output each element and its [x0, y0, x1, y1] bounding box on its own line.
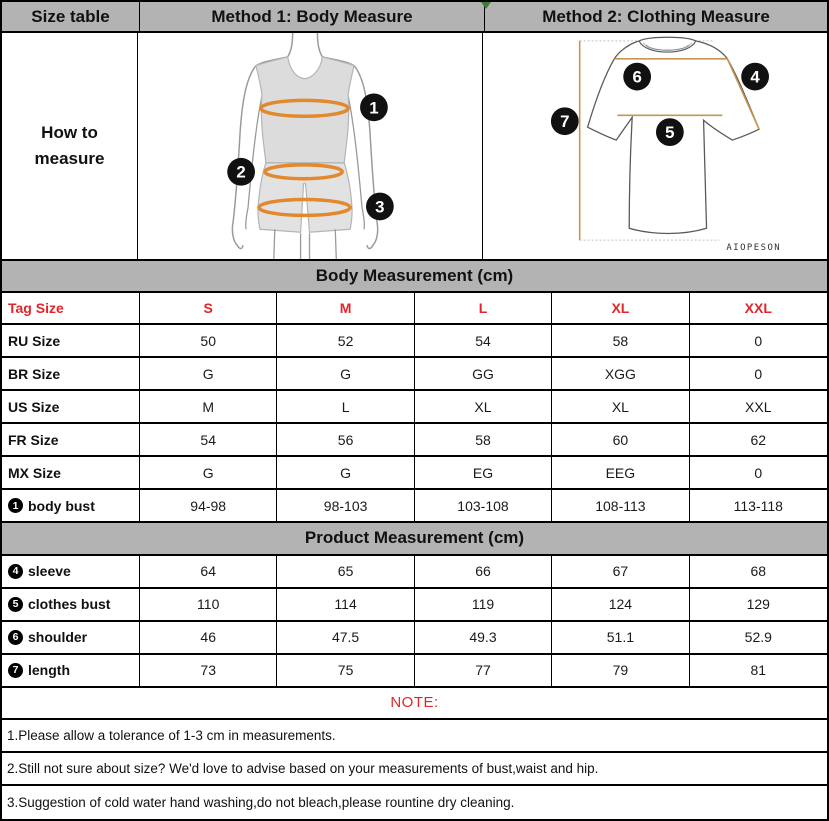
badge-3-icon [366, 193, 394, 221]
value-cell: 77 [415, 655, 552, 686]
badge-2-icon [227, 158, 255, 186]
value-cell: 113-118 [733, 497, 783, 514]
note-item-1: 1.Please allow a tolerance of 1-3 cm in measurements. [2, 720, 827, 753]
value-cell: 124 [552, 589, 689, 620]
row-label-text: length [28, 662, 70, 679]
value-cell: EEG [552, 457, 689, 488]
value-cell: G [140, 457, 277, 488]
value-cell: 110 [140, 589, 277, 620]
value-cell: G [277, 457, 414, 488]
tag-size-l: L [415, 293, 552, 324]
value-cell: 50 [140, 325, 277, 356]
row-label-text: BR Size [8, 365, 61, 382]
svg-text:2: 2 [236, 162, 246, 182]
row-label [2, 655, 140, 686]
tag-size-s: S [140, 293, 277, 324]
value-cell: 47.5 [277, 622, 414, 653]
value-cell: 56 [277, 424, 414, 455]
svg-text:3: 3 [375, 197, 385, 217]
value-cell: M [140, 391, 277, 422]
table-row-ru-size [2, 325, 827, 358]
value-cell: XXL [745, 398, 772, 415]
row-label [2, 490, 140, 521]
value-cell: 66 [415, 556, 552, 587]
cell-comment-marker-icon [481, 2, 491, 9]
value-cell: 0 [754, 332, 763, 349]
brand-label: AIOPESON [726, 243, 782, 254]
svg-text:6: 6 [632, 67, 642, 87]
value-cell: 46 [140, 622, 277, 653]
row-label-text: FR Size [8, 431, 59, 448]
value-cell: 60 [552, 424, 689, 455]
row-label-text: clothes bust [28, 596, 111, 613]
row-label-text: MX Size [8, 464, 61, 481]
row-label [2, 424, 140, 455]
table-row-mx-size [2, 457, 827, 490]
value-cell: L [277, 391, 414, 422]
note-rows [2, 720, 827, 819]
header-method1: Method 1: Body Measure [140, 2, 485, 31]
note-item-2: 2.Still not sure about size? We'd love to advise based on your measurements of bust,waist and hip. [2, 753, 827, 786]
top-header-row [2, 2, 827, 33]
value-cell: 98-103 [277, 490, 414, 521]
row-label [2, 622, 140, 653]
value-cell: 0 [754, 365, 763, 382]
row-label [2, 358, 140, 389]
body-measurement-rows [2, 325, 827, 523]
table-row-length [2, 655, 827, 688]
value-cell: 79 [552, 655, 689, 686]
value-cell: 58 [415, 424, 552, 455]
value-cell: GG [415, 358, 552, 389]
clothing-measure-illustration [483, 33, 827, 259]
tshirt-drawing [483, 33, 827, 259]
how-to-measure-label: How to measure [2, 33, 138, 259]
badge-6-icon: 6 [8, 630, 23, 645]
badge-5-icon: 5 [8, 597, 23, 612]
value-cell: 58 [552, 325, 689, 356]
value-cell: G [277, 358, 414, 389]
table-row-clothes-bust [2, 589, 827, 622]
value-cell: 54 [140, 424, 277, 455]
table-row-fr-size [2, 424, 827, 457]
value-cell: 119 [415, 589, 552, 620]
badge-4-icon: 4 [8, 564, 23, 579]
note-title: NOTE: [2, 688, 827, 721]
value-cell: 62 [750, 431, 767, 448]
badge-7-icon: 7 [8, 663, 23, 678]
svg-text:7: 7 [560, 112, 570, 132]
row-label [2, 325, 140, 356]
value-cell: 52 [277, 325, 414, 356]
tag-size-xxl: XXL [744, 299, 772, 316]
value-cell: 67 [552, 556, 689, 587]
row-label-text: sleeve [28, 563, 71, 580]
table-row-shoulder [2, 622, 827, 655]
body-measurement-title: Body Measurement (cm) [2, 261, 827, 293]
badge-6-icon [623, 63, 651, 91]
product-measurement-title: Product Measurement (cm) [2, 523, 827, 556]
value-cell: G [140, 358, 277, 389]
product-measurement-rows [2, 556, 827, 688]
row-label-text: US Size [8, 398, 60, 415]
value-cell: 0 [754, 464, 763, 481]
value-cell: 68 [750, 563, 767, 580]
illustration-band [2, 33, 827, 261]
row-label [2, 457, 140, 488]
table-row-br-size [2, 358, 827, 391]
value-cell: 64 [140, 556, 277, 587]
row-label [2, 391, 140, 422]
value-cell: XGG [552, 358, 689, 389]
badge-4-icon [741, 63, 769, 91]
table-row-sleeve [2, 556, 827, 589]
badge-5-icon [656, 118, 684, 146]
value-cell: 65 [277, 556, 414, 587]
row-label-text: body bust [28, 497, 95, 514]
badge-1-icon [360, 93, 388, 121]
row-label [2, 589, 140, 620]
value-cell: 108-113 [552, 490, 689, 521]
value-cell: 129 [746, 596, 770, 613]
header-method2-label: Method 2: Clothing Measure [542, 6, 770, 26]
badge-7-icon [551, 107, 579, 135]
value-cell: 94-98 [140, 490, 277, 521]
header-method2 [485, 2, 827, 31]
row-label-text: RU Size [8, 332, 61, 349]
table-row-us-size [2, 391, 827, 424]
svg-text:5: 5 [665, 123, 675, 143]
note-item-3: 3.Suggestion of cold water hand washing,do not bleach,please rountine dry cleaning. [7, 795, 515, 811]
value-cell: XL [552, 391, 689, 422]
svg-text:4: 4 [750, 67, 760, 87]
tag-size-row [2, 293, 827, 326]
body-measure-illustration [138, 33, 483, 259]
row-label-text: shoulder [28, 629, 88, 646]
body-figure-drawing [138, 33, 482, 259]
value-cell: XL [415, 391, 552, 422]
svg-text:1: 1 [369, 98, 379, 118]
value-cell: 75 [277, 655, 414, 686]
value-cell: 51.1 [552, 622, 689, 653]
value-cell: 73 [140, 655, 277, 686]
value-cell: EG [415, 457, 552, 488]
value-cell: 114 [277, 589, 414, 620]
tag-size-label: Tag Size [2, 293, 140, 324]
header-size-table: Size table [2, 2, 140, 31]
value-cell: 49.3 [415, 622, 552, 653]
value-cell: 52.9 [744, 629, 772, 646]
table-row-body-bust [2, 490, 827, 523]
tag-size-m: M [277, 293, 414, 324]
value-cell: 103-108 [415, 490, 552, 521]
value-cell: 54 [415, 325, 552, 356]
row-label [2, 556, 140, 587]
tag-size-xl: XL [552, 293, 689, 324]
value-cell: 81 [750, 662, 767, 679]
badge-1-icon: 1 [8, 498, 23, 513]
